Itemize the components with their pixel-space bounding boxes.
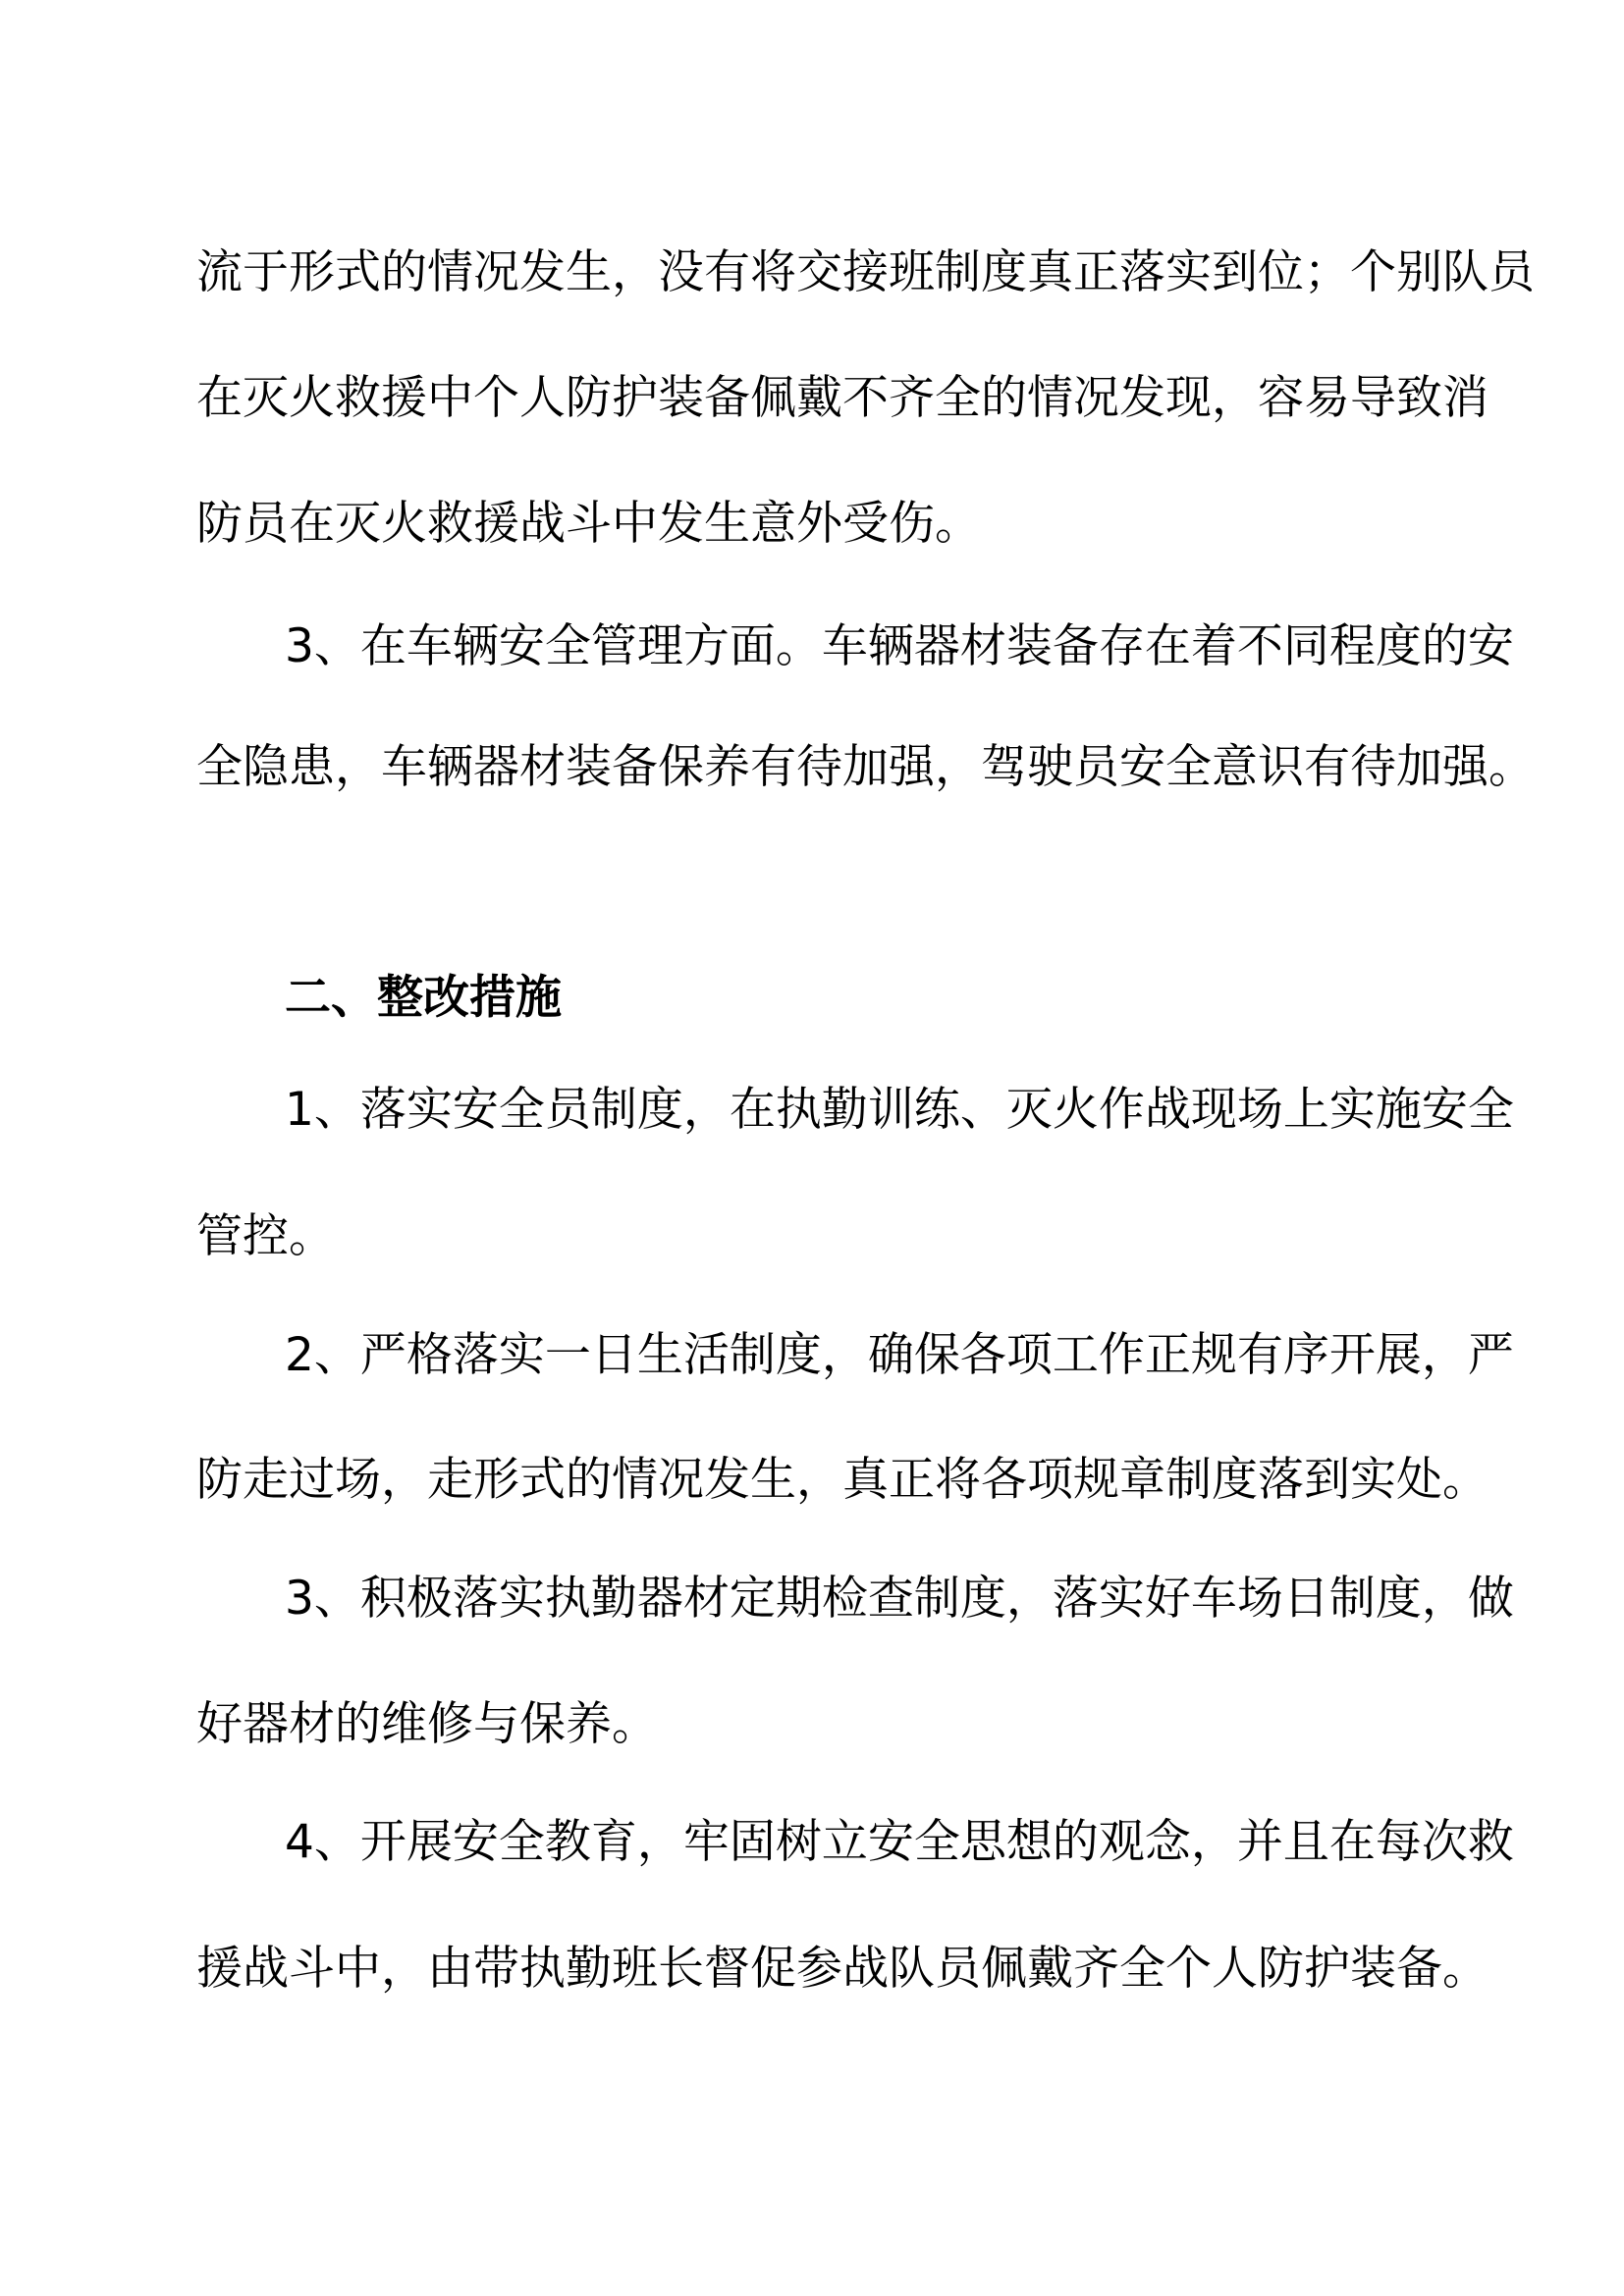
list-item-line: 好器材的维修与保养。 xyxy=(196,1697,658,1751)
list-item-line: 4、开展安全教育，牢固树立安全思想的观念，并且在每次救 xyxy=(285,1815,1514,1869)
paragraph-line: 防员在灭火救援战斗中发生意外受伤。 xyxy=(196,497,981,551)
list-item-line: 管控。 xyxy=(196,1209,335,1263)
section-heading: 二、整改措施 xyxy=(285,971,562,1025)
list-item-line: 1、落实安全员制度，在执勤训练、灭火作战现场上实施安全 xyxy=(285,1083,1514,1137)
paragraph-line: 流于形式的情况发生，没有将交接班制度真正落实到位；个别队员 xyxy=(196,245,1535,299)
list-item-line: 援战斗中，由带执勤班长督促参战队员佩戴齐全个人防护装备。 xyxy=(196,1942,1489,1996)
list-item-line: 2、严格落实一日生活制度，确保各项工作正规有序开展，严 xyxy=(285,1328,1514,1382)
list-item-line: 防走过场，走形式的情况发生，真正将各项规章制度落到实处。 xyxy=(196,1453,1489,1507)
paragraph-line: 全隐患，车辆器材装备保养有待加强，驾驶员安全意识有待加强。 xyxy=(196,740,1535,794)
list-item-line: 3、积极落实执勤器材定期检查制度，落实好车场日制度，做 xyxy=(285,1572,1514,1626)
paragraph-line: 3、在车辆安全管理方面。车辆器材装备存在着不同程度的安 xyxy=(285,619,1514,673)
paragraph-line: 在灭火救援中个人防护装备佩戴不齐全的情况发现，容易导致消 xyxy=(196,371,1489,425)
